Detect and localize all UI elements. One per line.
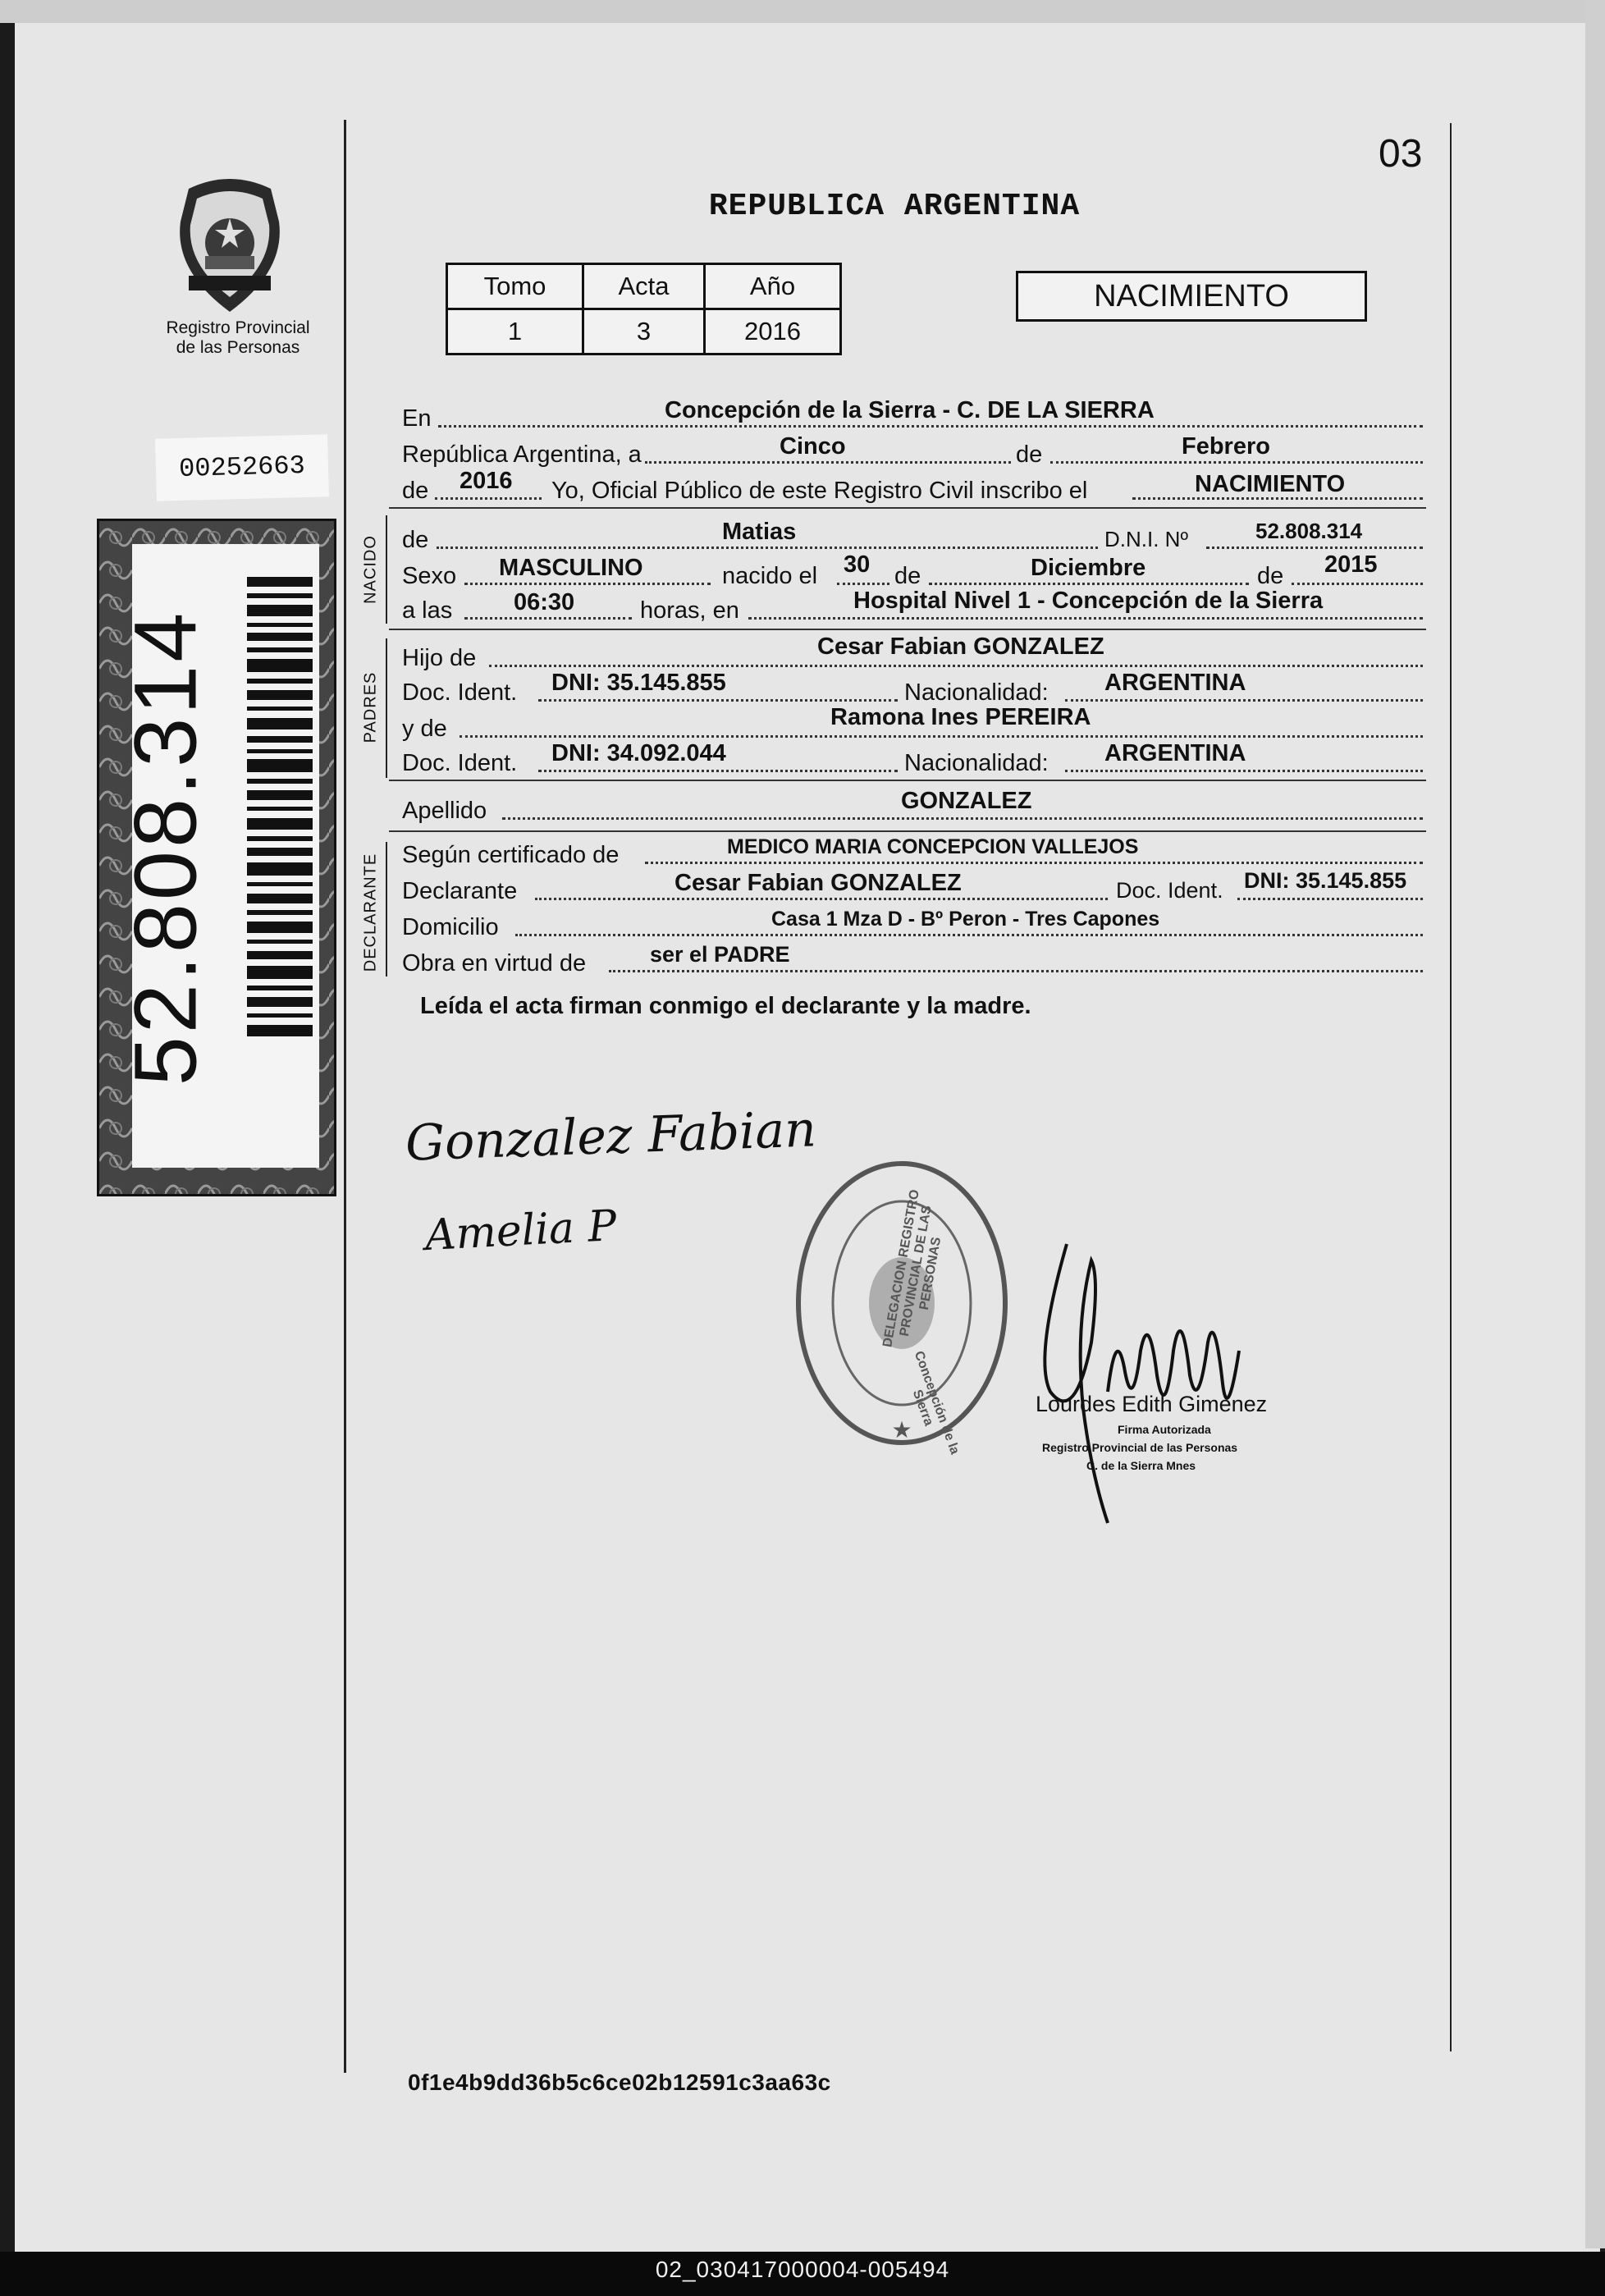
inscribe-text: Yo, Oficial Público de este Registro Civil inscribo el <box>551 478 1088 504</box>
record-type-box: NACIMIENTO <box>1016 271 1367 322</box>
address-label: Domicilio <box>402 914 499 940</box>
separator-1 <box>389 507 1426 509</box>
year-prefix-label: de <box>402 478 429 504</box>
scan-top-edge <box>0 0 1605 23</box>
acta-header: Acta <box>583 264 705 309</box>
separator-4 <box>389 830 1426 832</box>
tomo-value: 1 <box>447 309 583 354</box>
registry-label-line2: de las Personas <box>176 338 300 357</box>
surname-line <box>502 817 1423 820</box>
certificate-value: MEDICO MARIA CONCEPCION VALLEJOS <box>727 835 1139 858</box>
mother-nationality-line <box>1065 770 1423 772</box>
province-seal-logo <box>164 172 295 316</box>
born-label: nacido el <box>722 563 818 589</box>
acts-value: ser el PADRE <box>650 942 790 967</box>
declarant-label: Declarante <box>402 878 518 904</box>
section-label-parents: PADRES <box>361 671 380 743</box>
footer-id: 02_030417000004-005494 <box>655 2257 950 2282</box>
mother-doc-line <box>538 770 898 772</box>
born-year-line <box>1292 583 1423 585</box>
section-label-declarant: DECLARANTE <box>361 853 380 972</box>
dni-barcode-card <box>97 519 336 1196</box>
father-signature: Gonzalez Fabian <box>404 1100 817 1173</box>
inscribe-value: NACIMIENTO <box>1195 471 1346 497</box>
month-line <box>1050 461 1423 464</box>
section-rule-parents <box>386 638 387 778</box>
born-de-label: de <box>894 563 921 589</box>
birth-time: 06:30 <box>514 589 575 615</box>
scan-right-edge <box>1585 0 1605 2248</box>
mother-line <box>460 735 1423 738</box>
born-day: 30 <box>844 551 871 578</box>
place-line <box>438 425 1423 428</box>
en-label: En <box>402 405 432 432</box>
section-rule-declarant <box>386 842 387 976</box>
father-line <box>489 665 1423 667</box>
dni-vertical-number: 52.808.314 <box>115 609 215 1086</box>
year-value: 2016 <box>460 468 513 494</box>
father-label: Hijo de <box>402 645 477 671</box>
birthplace: Hospital Nivel 1 - Concepción de la Sierra <box>853 588 1324 614</box>
name-de-label: de <box>402 527 429 553</box>
sex-value: MASCULINO <box>499 555 643 581</box>
child-name: Matias <box>722 519 797 545</box>
sex-label: Sexo <box>402 563 457 589</box>
time-label: a las <box>402 597 453 624</box>
mother-doc-label: Doc. Ident. <box>402 750 518 776</box>
declarant-doc-label: Doc. Ident. <box>1116 878 1223 903</box>
svg-text:★: ★ <box>891 1417 912 1443</box>
hours-label: horas, en <box>640 597 739 624</box>
official-line3: C. de la Sierra Mnes <box>1086 1459 1196 1472</box>
document-title: REPUBLICA ARGENTINA <box>708 189 1081 224</box>
volume-record-year-table <box>446 263 842 355</box>
certificate-label: Según certificado de <box>402 842 620 868</box>
born-day-line <box>837 583 889 585</box>
place-value: Concepción de la Sierra - C. DE LA SIERRA <box>665 397 1155 423</box>
day-value: Cinco <box>780 433 846 460</box>
born-de2-label: de <box>1257 563 1284 589</box>
month-value: Febrero <box>1182 433 1270 460</box>
time-line <box>464 617 632 620</box>
born-year: 2015 <box>1324 551 1378 578</box>
separator-2 <box>389 629 1426 630</box>
child-dni: 52.808.314 <box>1255 519 1363 543</box>
born-month-line <box>929 583 1249 585</box>
ano-header: Año <box>705 264 841 309</box>
sex-line <box>464 583 711 585</box>
father-doc: DNI: 35.145.855 <box>551 670 726 696</box>
born-month: Diciembre <box>1031 555 1146 581</box>
declarant-line <box>535 898 1108 900</box>
address-line <box>515 934 1423 936</box>
address-value: Casa 1 Mza D - Bº Peron - Tres Capones <box>771 908 1160 931</box>
year-line <box>435 497 542 500</box>
acts-line <box>609 970 1423 972</box>
month-de-label: de <box>1016 441 1043 468</box>
official-signature-scribble <box>1017 1228 1288 1531</box>
surname-label: Apellido <box>402 798 487 824</box>
mother-nationality: ARGENTINA <box>1104 740 1246 766</box>
father-doc-label: Doc. Ident. <box>402 679 518 706</box>
declarant-value: Cesar Fabian GONZALEZ <box>674 870 962 896</box>
closing-statement: Leída el acta firman conmigo el declarante y la madre. <box>420 993 1031 1019</box>
official-line2: Registro Provincial de las Personas <box>1042 1441 1238 1454</box>
declarant-doc: DNI: 35.145.855 <box>1244 868 1407 893</box>
surname-value: GONZALEZ <box>901 788 1032 814</box>
barcode-panel <box>115 544 319 1168</box>
serial-number: 00252663 <box>155 434 329 501</box>
ano-value: 2016 <box>705 309 841 354</box>
registry-label <box>139 318 336 358</box>
birthplace-line <box>748 617 1423 620</box>
registry-label-line1: Registro Provincial <box>166 318 310 337</box>
mother-nationality-label: Nacionalidad: <box>904 750 1049 776</box>
section-label-born: NACIDO <box>361 535 380 604</box>
barcode <box>247 577 313 1036</box>
mother-name: Ramona Ines PEREIRA <box>830 704 1091 730</box>
page-number: 03 <box>1379 132 1423 176</box>
stamp-outer-text: DELEGACION REGISTRO PROVINCIAL DE LAS PERSONAS <box>880 1188 944 1349</box>
father-nationality-line <box>1065 699 1423 702</box>
name-line <box>437 547 1098 549</box>
father-name: Cesar Fabian GONZALEZ <box>817 633 1104 660</box>
official-line1: Firma Autorizada <box>1118 1423 1211 1436</box>
document-hash: 0f1e4b9dd36b5c6ce02b12591c3aa63c <box>408 2070 831 2095</box>
mother-label: y de <box>402 716 447 742</box>
father-nationality: ARGENTINA <box>1104 670 1246 696</box>
republic-label: República Argentina, a <box>402 441 642 468</box>
separator-3 <box>389 780 1426 781</box>
declarant-doc-line <box>1237 898 1423 900</box>
acta-value: 3 <box>583 309 705 354</box>
mother-doc: DNI: 34.092.044 <box>551 740 726 766</box>
section-rule-born <box>386 515 387 624</box>
day-line <box>645 461 1011 464</box>
father-nationality-label: Nacionalidad: <box>904 679 1049 706</box>
left-margin-rule <box>344 120 346 2073</box>
mother-signature: Amelia P <box>423 1201 618 1261</box>
right-margin-rule <box>1450 123 1452 2051</box>
official-name: Lourdes Edith Gimenez <box>1036 1392 1268 1416</box>
acts-label: Obra en virtud de <box>402 950 587 976</box>
stamp-inner-text: Concepción de la Sierra <box>909 1349 963 1457</box>
tomo-header: Tomo <box>447 264 583 309</box>
certificate-line <box>645 862 1423 864</box>
father-doc-line <box>538 699 898 702</box>
dni-line <box>1206 547 1423 549</box>
dni-label: D.N.I. Nº <box>1104 527 1188 551</box>
